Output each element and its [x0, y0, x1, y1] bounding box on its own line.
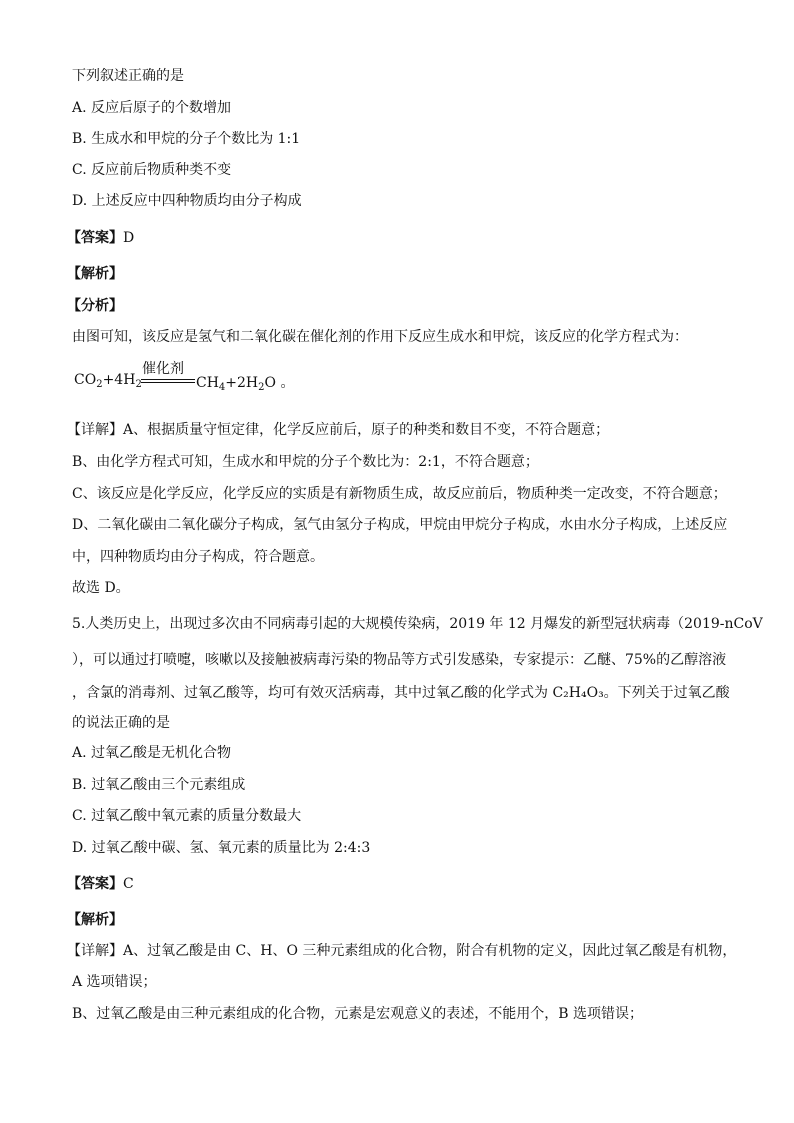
answer-label: 【答案】: [67, 876, 123, 892]
q5-option-d: D. 过氧乙酸中碳、氢、氧元素的质量比为 2:4:3: [72, 840, 371, 856]
answer-value: D: [123, 230, 135, 246]
q5-stem-line: ，含氯的消毒剂、过氧乙酸等，均可有效灭活病毒，其中过氧乙酸的化学式为 C₂H₄O₃。下列关于过氧乙酸: [72, 685, 730, 701]
q5-option-c: C. 过氧乙酸中氧元素的质量分数最大: [72, 808, 302, 824]
q5-option-a: A. 过氧乙酸是无机化合物: [72, 745, 232, 761]
q4-option-d: D. 上述反应中四种物质均由分子构成: [72, 193, 302, 209]
q4-answer: [67, 228, 134, 248]
answer-value: C: [123, 876, 134, 892]
q5-stem-line: 的说法正确的是: [72, 715, 170, 731]
q5-jiexi-label: 【解析】: [67, 912, 123, 928]
q4-detail-line: B、由化学方程式可知，生成水和甲烷的分子个数比为：2:1，不符合题意；: [72, 454, 539, 470]
q4-detail-line: 中，四种物质均由分子构成，符合题意。: [72, 549, 324, 565]
q4-jiexi-label: 【解析】: [67, 266, 123, 282]
chemical-equation: [74, 358, 334, 398]
q5-option-b: B. 过氧乙酸由三个元素组成: [72, 777, 246, 793]
q4-detail-line: 【详解】A、根据质量守恒定律，化学反应前后，原子的种类和数目不变，不符合题意；: [67, 422, 610, 438]
q4-option-c: C. 反应前后物质种类不变: [72, 162, 232, 178]
catalyst-label: 催化剂: [142, 361, 184, 377]
q4-option-b: B. 生成水和甲烷的分子个数比为 1:1: [72, 131, 301, 147]
equation-reactants: $CO_2+4H_2$: [74, 372, 142, 390]
equation-bar-top: [141, 379, 195, 380]
q5-answer: [67, 874, 134, 894]
q5-detail-line: 【详解】A、过氧乙酸是由 C、H、O 三种元素组成的化合物，附合有机物的定义，因此过氧乙酸是有机物，: [67, 943, 737, 959]
answer-label: 【答案】: [67, 230, 123, 246]
q4-fenxi-label: 【分析】: [67, 298, 123, 314]
equation-bar-bottom: [141, 382, 195, 383]
q4-fenxi-text: 由图可知，该反应是氢气和二氧化碳在催化剂的作用下反应生成水和甲烷，该反应的化学方程式为：: [72, 329, 688, 345]
q4-option-a: A. 反应后原子的个数增加: [72, 100, 232, 116]
equation-products: $CH_4+2H_2O$ 。: [196, 375, 295, 393]
q4-detail-line: C、该反应是化学反应，化学反应的实质是有新物质生成，故反应前后，物质种类一定改变，不符合题意；: [72, 486, 727, 502]
q4-stem: 下列叙述正确的是: [72, 68, 184, 84]
q5-stem-line: 5.人类历史上，出现过多次由不同病毒引起的大规模传染病，2019 年 12 月爆发的新型冠状病毒（2019-nCoV: [72, 616, 763, 632]
q4-detail-line: 故选 D。: [72, 580, 130, 596]
q5-stem-line: ），可以通过打喷嚏，咳嗽以及接触被病毒污染的物品等方式引发感染，专家提示：乙醚、75%的乙醇溶液: [72, 652, 727, 668]
q4-detail-line: D、二氧化碳由二氧化碳分子构成，氢气由氢分子构成，甲烷由甲烷分子构成，水由水分子构成，上述反应: [72, 517, 728, 533]
q5-detail-line: B、过氧乙酸是由三种元素组成的化合物，元素是宏观意义的表述，不能用个，B 选项错误；: [72, 1006, 644, 1022]
q5-detail-line: A 选项错误；: [72, 974, 157, 990]
